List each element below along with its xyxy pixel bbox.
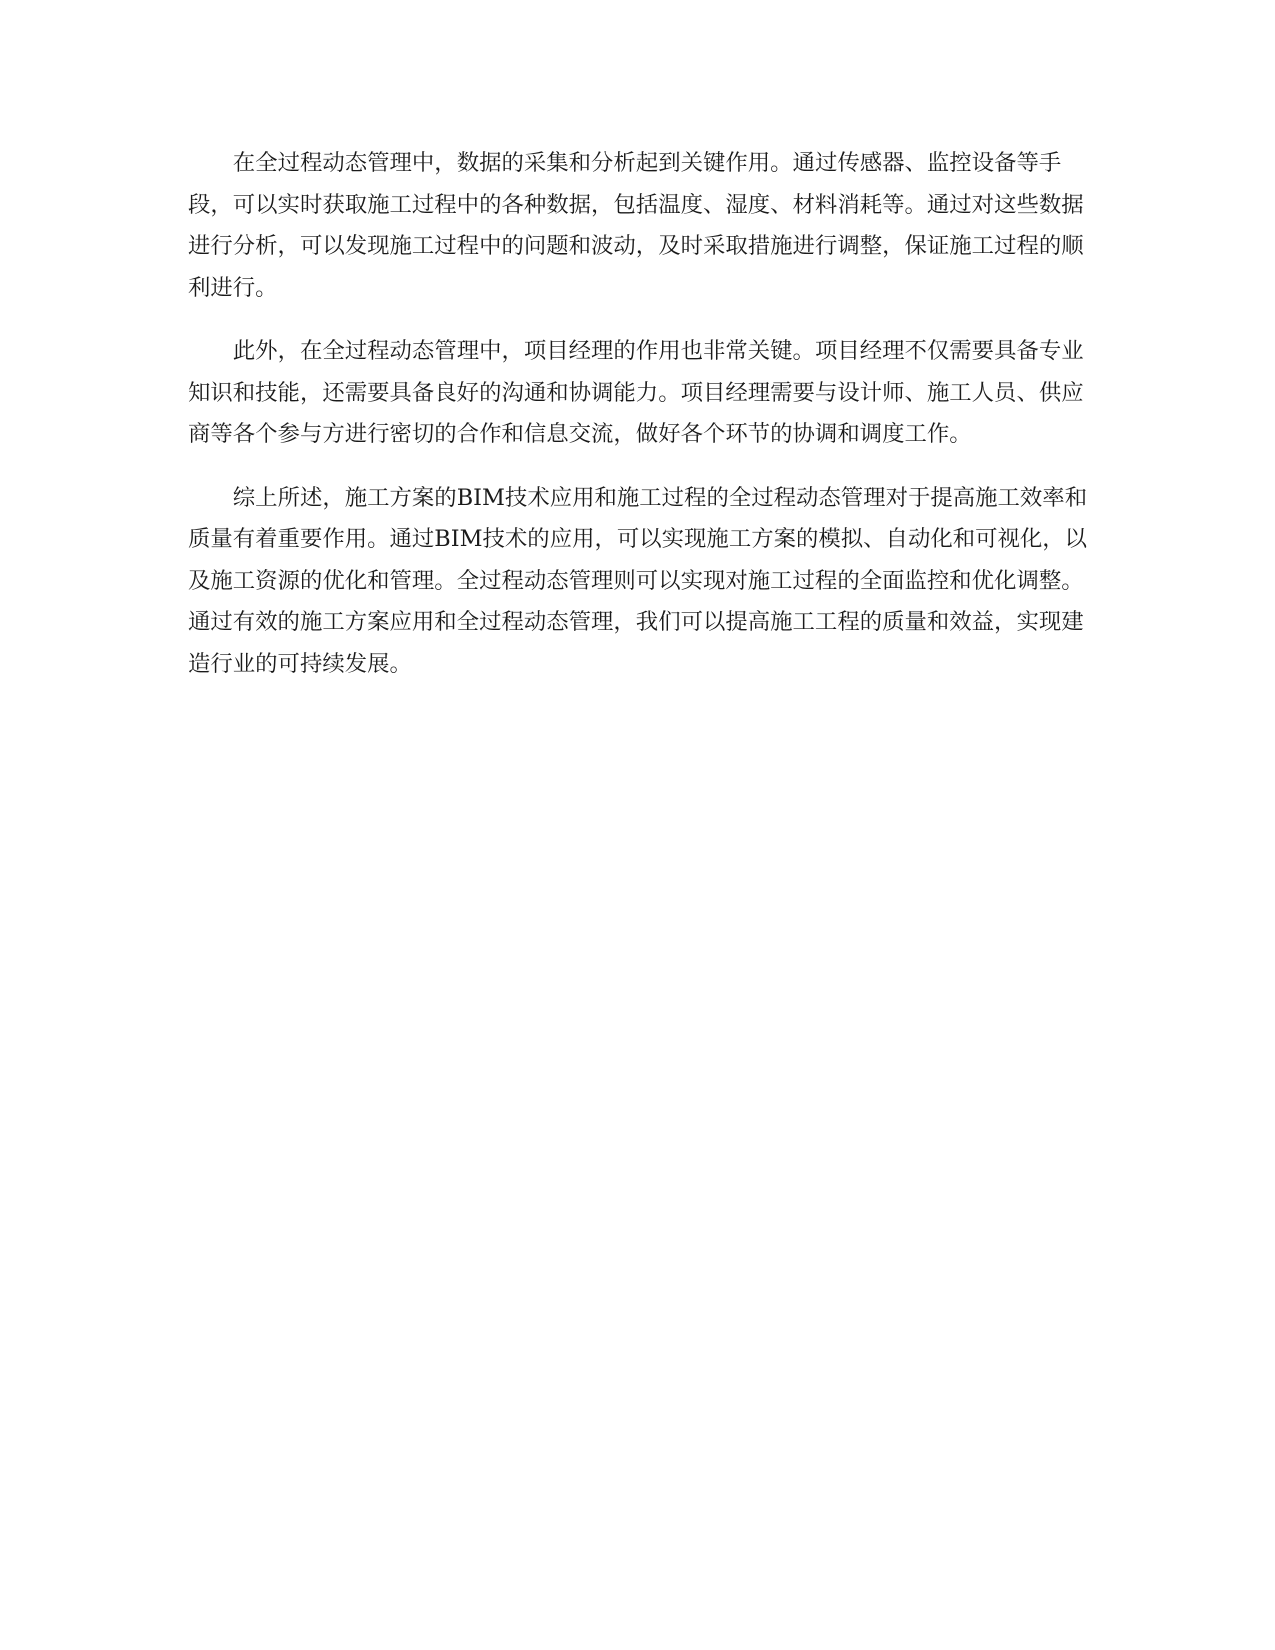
paragraph-project-manager: 此外，在全过程动态管理中，项目经理的作用也非常关键。项目经理不仅需要具备专业知识和技能，还需要具备良好的沟通和协调能力。项目经理需要与设计师、施工人员、供应商等各个参与方进行密切的合作和信息交流，做好各个环节的协调和调度工作。 xyxy=(188,338,1084,447)
document-body xyxy=(188,143,1088,707)
paragraph-conclusion: 综上所述，施工方案的BIM技术应用和施工过程的全过程动态管理对于提高施工效率和质量有着重要作用。通过BIM技术的应用，可以实现施工方案的模拟、自动化和可视化，以及施工资源的优化和管理。全过程动态管理则可以实现对施工过程的全面监控和优化调整。通过有效的施工方案应用和全过程动态管理，我们可以提高施工工程的质量和效益，实现建造行业的可持续发展。 xyxy=(188,484,1088,677)
paragraph-data-collection: 在全过程动态管理中，数据的采集和分析起到关键作用。通过传感器、监控设备等手段，可以实时获取施工过程中的各种数据，包括温度、湿度、材料消耗等。通过对这些数据进行分析，可以发现施工过程中的问题和波动，及时采取措施进行调整，保证施工过程的顺利进行。 xyxy=(188,150,1084,301)
